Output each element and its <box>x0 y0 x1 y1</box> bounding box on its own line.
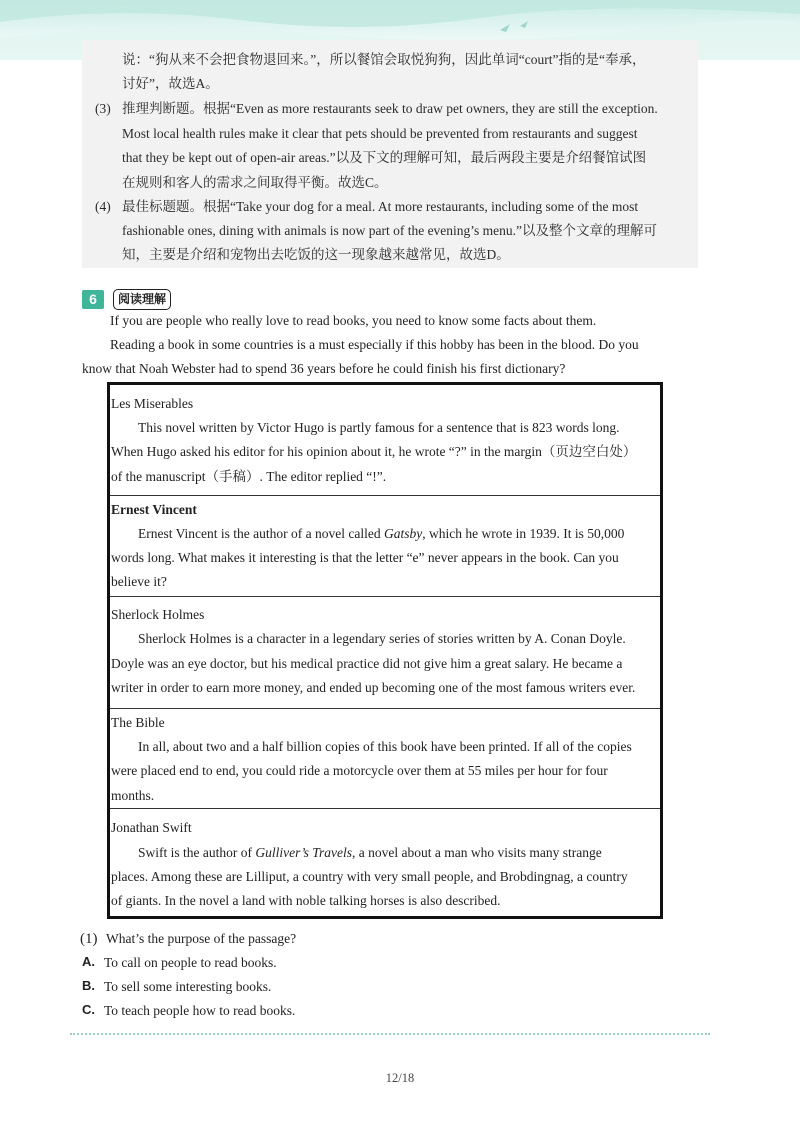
explanation-line: 说：“狗从来不会把食物退回来。”，所以餐馆会取悦狗狗，因此单词“court”指的是“奉承， <box>122 52 646 67</box>
intro-paragraph: know that Noah Webster had to spend 36 years before he could finish his first dictionary? <box>82 361 566 376</box>
explanation-line: fashionable ones, dining with animals is now part of the evening’s menu.”以及整个文章的理解可 <box>122 223 658 238</box>
cell-title: Jonathan Swift <box>111 820 192 835</box>
cell-divider <box>110 596 660 597</box>
question-number: (1) <box>80 931 98 947</box>
cell-line: writer in order to earn more money, and ended up becoming one of the most famous writers ever. <box>111 680 636 695</box>
page-number: 12/18 <box>385 1071 415 1085</box>
cell-line: This novel written by Victor Hugo is partly famous for a sentence that is 823 words long. <box>138 420 620 435</box>
facts-table <box>107 382 663 919</box>
cell-title: Ernest Vincent <box>111 502 197 517</box>
explanation-line: that they be kept out of open-air areas.”以及下文的理解可知，最后两段主要是介绍餐馆试图 <box>122 150 647 165</box>
cell-line: of giants. In the novel a land with noble talking horses is also described. <box>111 893 501 908</box>
explanation-line: 最佳标题题。根据“Take your dog for a meal. At more restaurants, including some of the most <box>122 199 639 214</box>
cell-line: months. <box>111 788 155 803</box>
option-text[interactable]: To teach people how to read books. <box>104 1003 296 1018</box>
explanation-line: 在规则和客人的需求之间取得平衡。故选C。 <box>122 175 388 190</box>
cell-line: words long. What makes it interesting is that the letter “e” never appears in the book. Can you <box>111 550 619 565</box>
option-letter: C. <box>82 1002 95 1017</box>
dotted-divider <box>70 1033 710 1035</box>
explanation-number: (3) <box>95 101 111 116</box>
option-text[interactable]: To sell some interesting books. <box>104 979 272 994</box>
option-text[interactable]: To call on people to read books. <box>104 955 277 970</box>
intro-paragraph: If you are people who really love to read books, you need to know some facts about them. <box>110 313 597 328</box>
section-number-badge: 6 <box>82 290 104 309</box>
explanation-line: Most local health rules make it clear that pets should be prevented from restaurants and suggest <box>122 126 638 141</box>
cell-line: places. Among these are Lilliput, a country with very small people, and Brobdingnag, a country <box>111 869 628 884</box>
option-letter: B. <box>82 978 95 993</box>
cell-line: Swift is the author of Gulliver’s Travels, a novel about a man who visits many strange <box>138 845 602 860</box>
cell-line: When Hugo asked his editor for his opinion about it, he wrote “?” in the margin（页边空白处） <box>111 444 637 459</box>
option-letter: A. <box>82 954 95 969</box>
cell-divider <box>110 495 660 496</box>
cell-line: Doyle was an eye doctor, but his medical practice did not give him a great salary. He became a <box>111 656 623 671</box>
explanation-number: (4) <box>95 199 111 214</box>
question-text: What’s the purpose of the passage? <box>106 931 297 946</box>
cell-line: were placed end to end, you could ride a motorcycle over them at 55 miles per hour for four <box>111 763 608 778</box>
cell-line: of the manuscript（手稿）. The editor replied “!”. <box>111 469 387 484</box>
cell-title: Les Miserables <box>111 396 194 411</box>
cell-line: believe it? <box>111 574 167 589</box>
cell-line: Ernest Vincent is the author of a novel called Gatsby, which he wrote in 1939. It is 50,000 <box>138 526 625 541</box>
cell-line: In all, about two and a half billion copies of this book have been printed. If all of the copies <box>138 739 632 754</box>
cell-title: Sherlock Holmes <box>111 607 205 622</box>
cell-title: The Bible <box>111 715 165 730</box>
cell-line: Sherlock Holmes is a character in a legendary series of stories written by A. Conan Doyle. <box>138 631 626 646</box>
intro-paragraph: Reading a book in some countries is a must especially if this hobby has been in the blood. Do you <box>110 337 639 352</box>
cell-divider <box>110 808 660 809</box>
cell-divider <box>110 708 660 709</box>
explanation-line: 讨好”，故选A。 <box>122 76 219 91</box>
explanation-line: 知，主要是介绍和宠物出去吃饭的这一现象越来越常见，故选D。 <box>122 247 510 262</box>
section-type-label: 阅读理解 <box>113 289 171 310</box>
explanation-line: 推理判断题。根据“Even as more restaurants seek to draw pet owners, they are still the exception. <box>122 101 658 116</box>
